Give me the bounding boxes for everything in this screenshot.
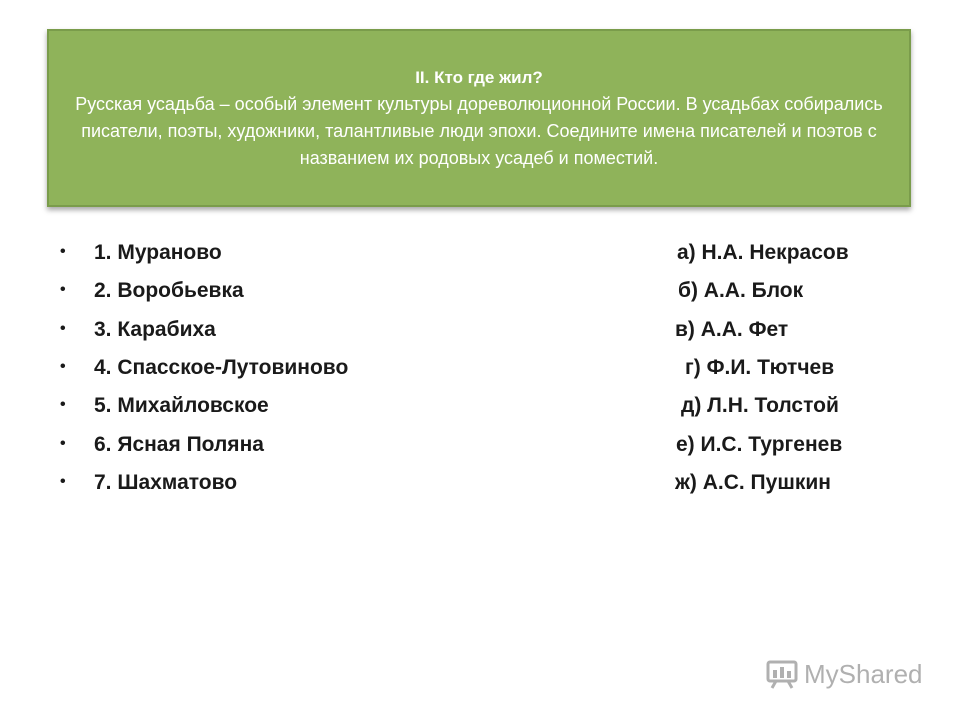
writer-name: е) И.С. Тургенев — [676, 433, 843, 456]
estate-name: 2. Воробьевка — [94, 279, 244, 302]
bullet-icon: • — [60, 473, 66, 490]
estate-name: 5. Михайловское — [94, 394, 269, 417]
watermark-text: MyShared — [804, 658, 923, 689]
myshared-watermark — [766, 656, 923, 692]
presentation-board-icon — [766, 659, 800, 689]
bullet-icon: • — [60, 358, 66, 375]
writer-name: б) А.А. Блок — [678, 279, 804, 302]
list-item — [0, 427, 960, 465]
estate-name: 4. Спасское-Лутовиново — [94, 356, 349, 379]
bullet-icon: • — [60, 320, 66, 337]
writer-name: д) Л.Н. Толстой — [681, 394, 839, 417]
writer-name: г) Ф.И. Тютчев — [685, 356, 835, 379]
bullet-icon: • — [60, 281, 66, 298]
writer-name: а) Н.А. Некрасов — [677, 241, 849, 264]
task-header-box — [47, 29, 911, 207]
bullet-icon: • — [60, 396, 66, 413]
writer-name: в) А.А. Фет — [675, 318, 789, 341]
estate-name: 3. Карабиха — [94, 318, 216, 341]
writer-name: ж) А.С. Пушкин — [675, 471, 831, 494]
task-title: II. Кто где жил? — [415, 67, 543, 87]
list-item — [0, 312, 960, 350]
list-item — [0, 350, 960, 388]
task-description: Русская усадьба – особый элемент культуры дореволюционной России. В усадьбах собирались писатели, поэты, художники, талантливые люди эпохи. Соедините имена писателей и поэтов с названием их родовых усадеб и поместий. — [75, 93, 883, 168]
list-item — [0, 388, 960, 426]
list-item — [0, 465, 960, 503]
estate-name: 1. Мураново — [94, 241, 222, 264]
bullet-icon: • — [60, 243, 66, 260]
list-item — [0, 235, 960, 273]
estate-name: 6. Ясная Поляна — [94, 433, 264, 456]
estate-name: 7. Шахматово — [94, 471, 238, 494]
list-item — [0, 273, 960, 311]
bullet-icon: • — [60, 435, 66, 452]
